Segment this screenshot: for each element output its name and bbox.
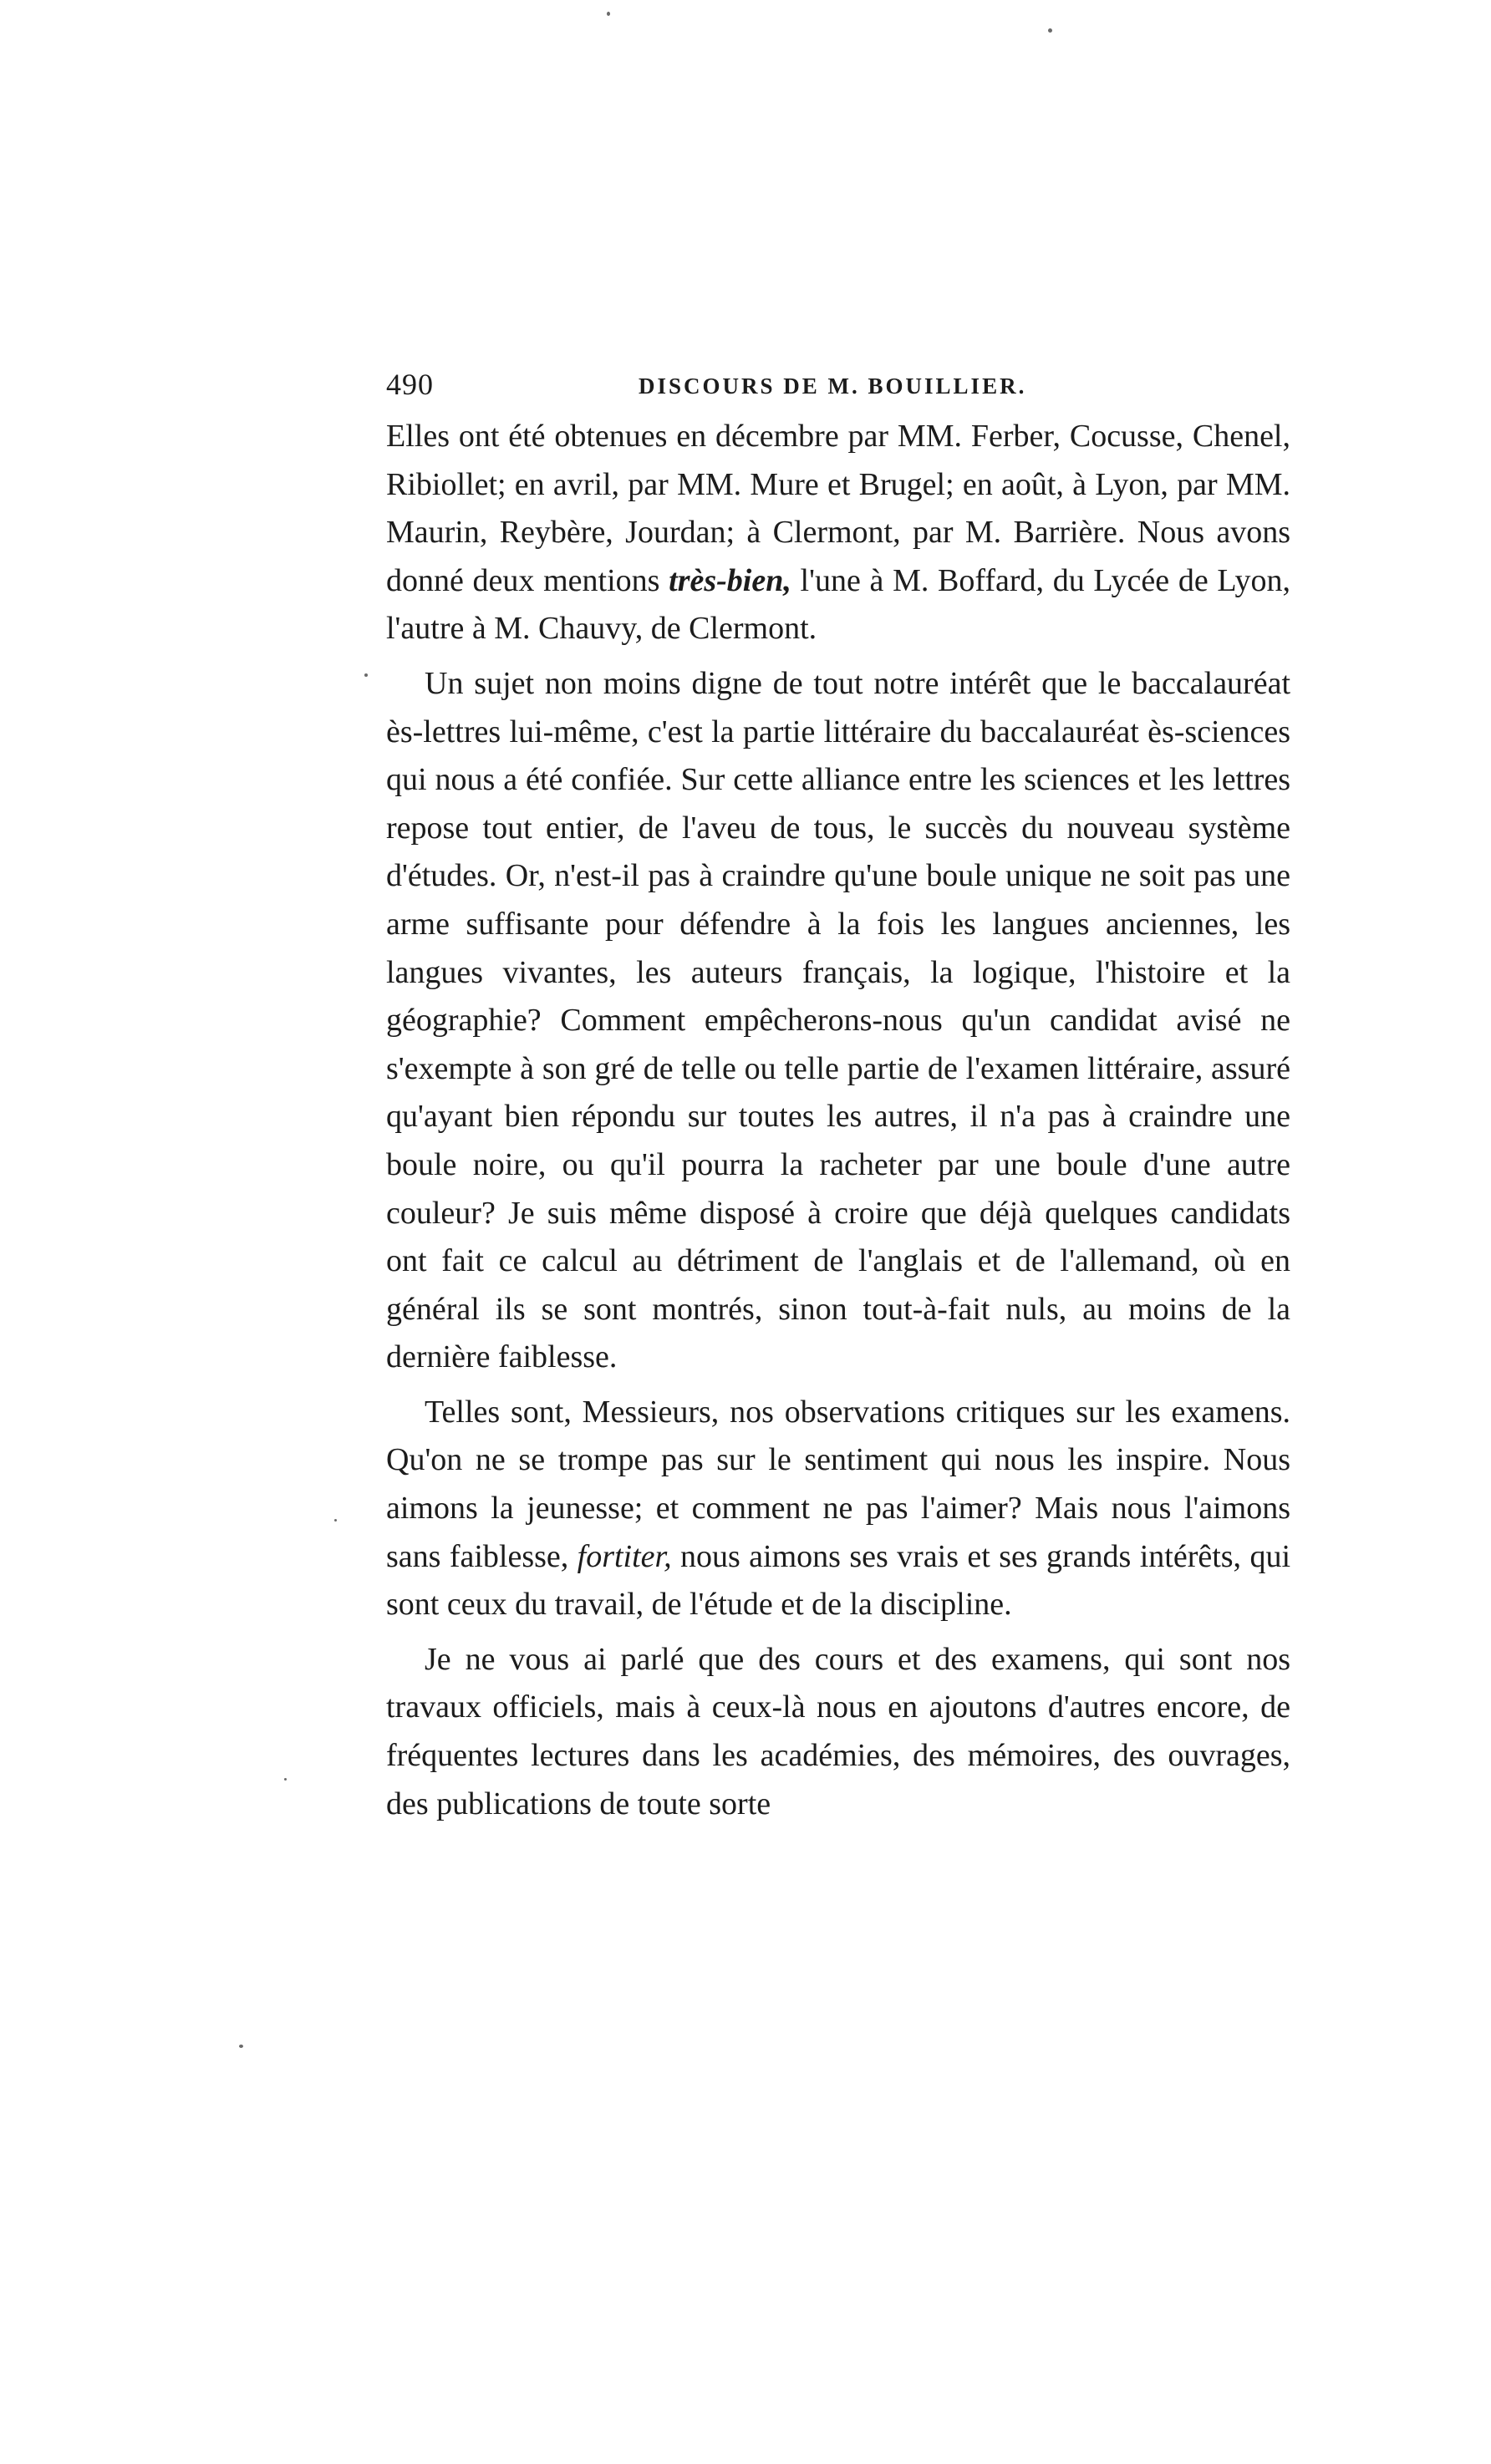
running-title: DISCOURS DE M. BOUILLIER.	[639, 373, 1027, 399]
scan-speck	[284, 1778, 287, 1781]
text-segment: Telles sont, Messieurs, nos observations critiques sur les examens. Qu'on ne se trompe pas sur le sentiment qui nous les inspire. Nous aimons la jeunesse; et comment ne pas l'aimer? Mais nous l'aimons sans faiblesse,	[386, 1394, 1290, 1574]
paragraph-1	[386, 413, 1290, 653]
text-segment: Elles ont été obtenues en décembre par MM. Ferber, Cocusse, Chenel, Ribiollet; en avril, par MM. Mure et Brugel; en août, à Lyon, par MM. Maurin, Reybère, Jourdan; à Clermont, par M. Barrière. Nous avons donné deux mentions	[386, 419, 1290, 598]
emphasis-text: très-bien,	[669, 562, 791, 598]
scan-speck	[364, 673, 368, 677]
body-text	[386, 413, 1290, 1828]
text-segment: Je ne vous ai parlé que des cours et des examens, qui sont nos travaux officiels, mais à ceux-là nous en ajoutons d'autres encore, de fréquentes lectures dans les académies, des mémoires, des ouvrages, des publications de toute sorte	[386, 1641, 1290, 1821]
text-segment: Un sujet non moins digne de tout notre intérêt que le baccalauréat ès-lettres lui-même, c'est la partie littéraire du baccalauréat ès-sciences qui nous a été confiée. Sur cette alliance entre les sciences et les lettres repose tout entier, de l'aveu de tous, le succès du nouveau système d'études. Or, n'est-il pas à craindre qu'une boule unique ne soit pas une arme suffisante pour défendre à la fois les langues anciennes, les langues vivantes, les auteurs français, la logique, l'histoire et la géographie? Comment empêcherons-nous qu'un candidat avisé ne s'exempte à son gré de telle ou telle partie de l'examen littéraire, assuré qu'ayant bien répondu sur toutes les autres, il n'a pas à craindre une boule noire, ou qu'il pourra la racheter par une boule d'une autre couleur? Je suis même disposé à croire que déjà quelques candidats ont fait ce calcul au détriment de l'anglais et de l'allemand, où en général ils se sont montrés, sinon tout-à-fait nuls, au moins de la dernière faiblesse.	[386, 665, 1290, 1375]
page-number: 490	[386, 368, 434, 401]
paragraph-4	[386, 1636, 1290, 1828]
scan-speck	[607, 12, 610, 16]
paragraph-3	[386, 1389, 1290, 1629]
page-header	[386, 366, 1290, 403]
paragraph-2	[386, 660, 1290, 1382]
scan-speck	[239, 2045, 243, 2048]
scan-speck	[334, 1519, 337, 1522]
emphasis-text: fortiter,	[577, 1538, 672, 1574]
scan-speck	[1048, 28, 1052, 33]
text-segment: nous aimons ses vrais et ses grands intérêts, qui sont ceux du travail, de l'étude et de la discipline.	[386, 1538, 1290, 1623]
text-segment: l'une à M. Boffard, du Lycée de Lyon, l'autre à M. Chauvy, de Clermont.	[386, 562, 1291, 647]
